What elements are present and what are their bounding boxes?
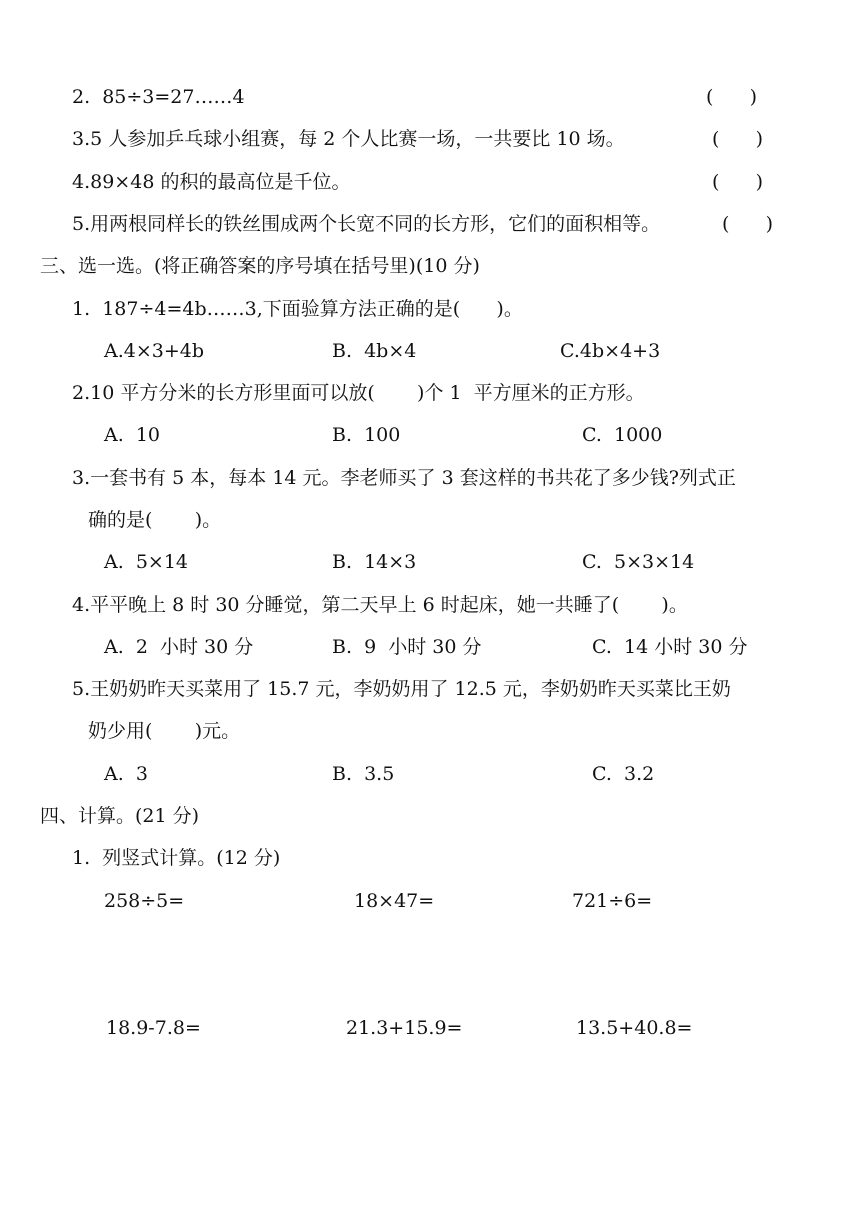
option-c: C.4b×4+3 <box>560 340 661 362</box>
option-a: A. 3 <box>104 763 148 785</box>
section-heading: 三、选一选。(将正确答案的序号填在括号里)(10 分) <box>40 255 480 277</box>
answer-paren: ( ) <box>712 128 764 150</box>
option-a: A. 2 小时 30 分 <box>104 636 254 658</box>
question-stem: 2.10 平方分米的长方形里面可以放( )个 1 平方厘米的正方形。 <box>72 382 645 404</box>
option-b: B. 4b×4 <box>332 340 417 362</box>
question-stem: 5.王奶奶昨天买菜用了 15.7 元，李奶奶用了 12.5 元，李奶奶昨天买菜比王奶 <box>72 678 731 700</box>
option-c: C. 1000 <box>582 424 663 446</box>
answer-paren: ( ) <box>706 86 758 108</box>
option-b: B. 3.5 <box>332 763 395 785</box>
judge-item-4: 4.89×48 的积的最高位是千位。 <box>72 171 351 193</box>
judge-item-5: 5.用两根同样长的铁丝围成两个长宽不同的长方形，它们的面积相等。 <box>72 213 661 235</box>
option-c: C. 5×3×14 <box>582 551 695 573</box>
option-b: B. 14×3 <box>332 551 417 573</box>
calc-problem: 21.3+15.9= <box>346 1017 463 1039</box>
question-stem-continued: 奶少用( )元。 <box>88 720 241 742</box>
option-c: C. 14 小时 30 分 <box>592 636 748 658</box>
option-c: C. 3.2 <box>592 763 655 785</box>
calc-problem: 258÷5= <box>104 890 185 912</box>
sub-question: 1. 列竖式计算。(12 分) <box>72 847 281 869</box>
calc-problem: 18.9-7.8= <box>106 1017 201 1039</box>
option-a: A.4×3+4b <box>104 340 205 362</box>
question-stem: 3.一套书有 5 本，每本 14 元。李老师买了 3 套这样的书共花了多少钱?列式正 <box>72 467 736 489</box>
option-a: A. 10 <box>104 424 161 446</box>
judge-item-2: 2. 85÷3=27……4 <box>72 86 245 108</box>
answer-paren: ( ) <box>712 171 764 193</box>
option-b: B. 9 小时 30 分 <box>332 636 482 658</box>
answer-paren: ( ) <box>722 213 774 235</box>
section-heading: 四、计算。(21 分) <box>40 805 200 827</box>
calc-problem: 18×47= <box>354 890 435 912</box>
question-stem-continued: 确的是( )。 <box>88 509 222 531</box>
option-b: B. 100 <box>332 424 401 446</box>
option-a: A. 5×14 <box>104 551 189 573</box>
calc-problem: 721÷6= <box>572 890 653 912</box>
question-stem: 4.平平晚上 8 时 30 分睡觉，第二天早上 6 时起床，她一共睡了( )。 <box>72 594 688 616</box>
judge-item-3: 3.5 人参加乒乓球小组赛，每 2 个人比赛一场，一共要比 10 场。 <box>72 128 625 150</box>
calc-problem: 13.5+40.8= <box>576 1017 693 1039</box>
question-stem: 1. 187÷4=4b……3,下面验算方法正确的是( )。 <box>72 298 523 320</box>
